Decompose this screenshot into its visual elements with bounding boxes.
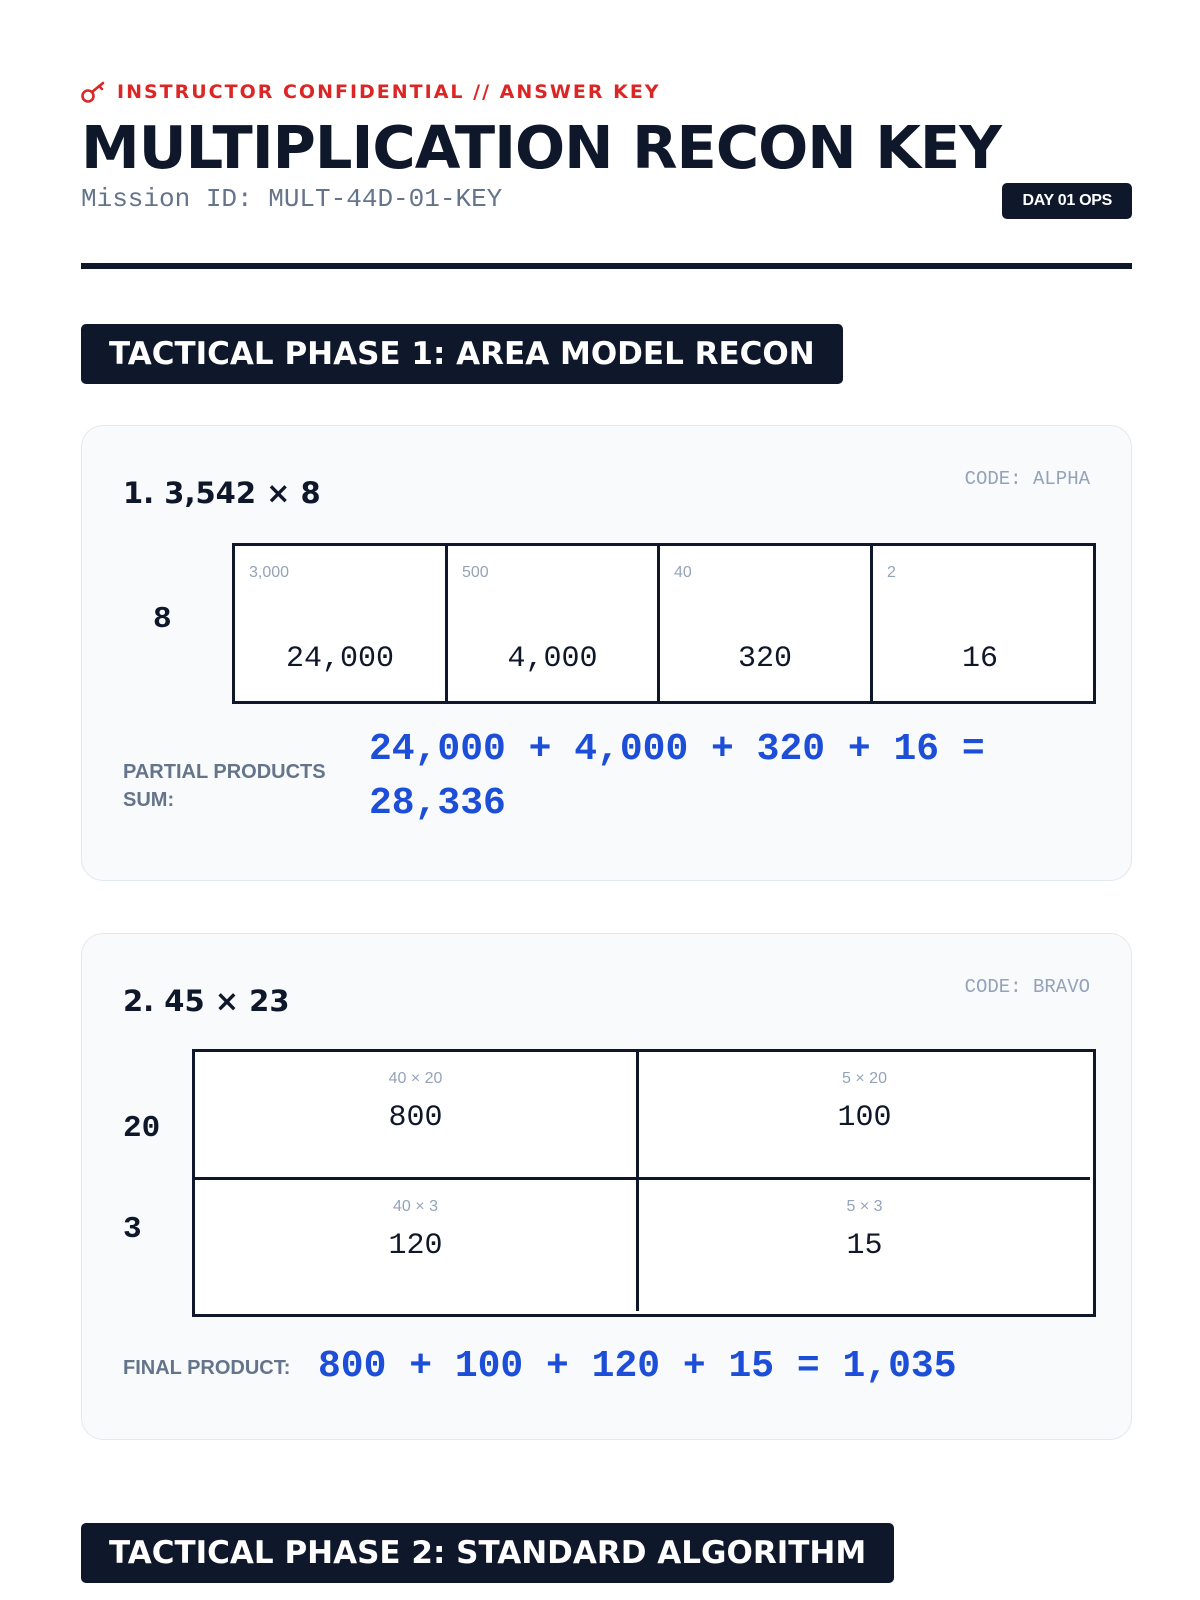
mission-id: Mission ID: MULT-44D-01-KEY bbox=[81, 184, 503, 214]
cell-hint: 5 × 20 bbox=[842, 1070, 887, 1087]
header-divider bbox=[81, 263, 1132, 269]
phase1-heading: TACTICAL PHASE 1: AREA MODEL RECON bbox=[81, 324, 843, 384]
cell-hint: 2 bbox=[887, 564, 896, 581]
day-badge: DAY 01 OPS bbox=[1002, 183, 1132, 219]
cell-value: 320 bbox=[737, 642, 792, 676]
row-factor: 3 bbox=[123, 1212, 142, 1247]
cell-value: 15 bbox=[846, 1229, 883, 1263]
sum-label: FINAL PRODUCT: bbox=[123, 1357, 291, 1379]
cell-value: 120 bbox=[388, 1229, 443, 1263]
area-model-grid bbox=[232, 543, 1096, 704]
area-cell bbox=[448, 546, 660, 701]
cell-hint: 40 × 20 bbox=[388, 1070, 443, 1087]
area-cell bbox=[639, 1052, 1090, 1180]
area-cell bbox=[195, 1180, 639, 1311]
cell-value: 16 bbox=[961, 642, 998, 676]
problem-card-alpha bbox=[81, 425, 1132, 881]
row-factor: 20 bbox=[123, 1111, 161, 1146]
area-cell bbox=[639, 1180, 1090, 1311]
confidential-label: INSTRUCTOR CONFIDENTIAL // ANSWER KEY bbox=[117, 81, 661, 103]
cell-hint: 5 × 3 bbox=[846, 1198, 883, 1215]
problem-code: CODE: ALPHA bbox=[964, 468, 1090, 490]
cell-hint: 500 bbox=[462, 564, 489, 581]
cell-value: 4,000 bbox=[507, 642, 598, 676]
confidential-banner bbox=[81, 80, 661, 104]
cell-value: 800 bbox=[388, 1101, 443, 1135]
row-factor: 8 bbox=[153, 602, 172, 637]
sum-value: 800 + 100 + 120 + 15 = 1,035 bbox=[318, 1345, 957, 1388]
problem-card-bravo bbox=[81, 933, 1132, 1440]
problem-label: 1. 3,542 × 8 bbox=[123, 476, 321, 510]
cell-hint: 40 bbox=[674, 564, 692, 581]
cell-hint: 3,000 bbox=[249, 564, 290, 581]
problem-code: CODE: BRAVO bbox=[964, 976, 1090, 998]
cell-value: 100 bbox=[837, 1101, 892, 1135]
sum-value: 24,000 + 4,000 + 320 + 16 = 28,336 bbox=[369, 728, 985, 825]
area-model-grid bbox=[192, 1049, 1096, 1317]
cell-value: 24,000 bbox=[285, 642, 395, 676]
area-cell bbox=[235, 546, 448, 701]
phase2-heading: TACTICAL PHASE 2: STANDARD ALGORITHM bbox=[81, 1523, 894, 1583]
key-icon bbox=[81, 80, 107, 104]
cell-hint: 40 × 3 bbox=[393, 1198, 438, 1215]
problem-label: 2. 45 × 23 bbox=[123, 984, 290, 1018]
area-cell bbox=[660, 546, 873, 701]
sum-label: PARTIAL PRODUCTS SUM: bbox=[123, 761, 326, 811]
page-title: MULTIPLICATION RECON KEY bbox=[81, 113, 1001, 182]
area-cell bbox=[195, 1052, 639, 1180]
area-cell bbox=[873, 546, 1087, 701]
